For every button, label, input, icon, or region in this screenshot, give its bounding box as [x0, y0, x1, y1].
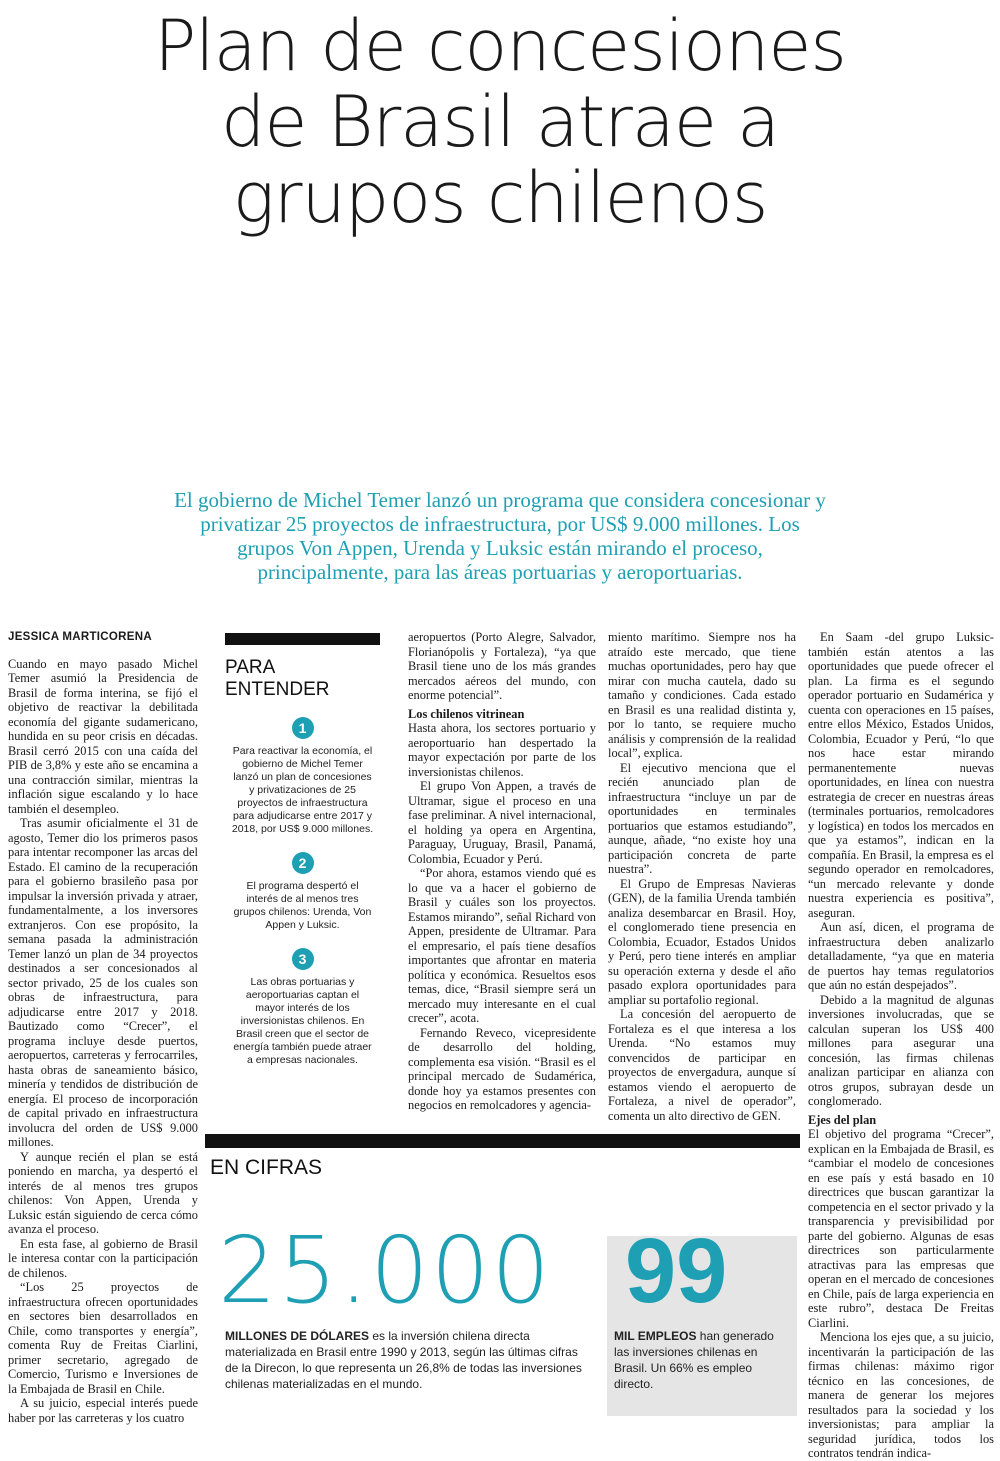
number-badge: 3 [292, 948, 314, 970]
figure-label: MIL EMPLEOS [614, 1329, 697, 1343]
paragraph: “Por ahora, estamos viendo qué es lo que va a hacer el gobierno de Brasil y cuáles son los proyectos. Estamos mirando”, señal Richard von Appen, presidente de Ultramar. Para el empresario, el país tiene desafíos importantes que afrontar en materia política y económica. Resueltos esos temas, dice, “Brasil siempre será un mercado muy interesante en el cual crecer”, acota. [408, 866, 596, 1025]
paragraph: El grupo Von Appen, a través de Ultramar, sigue el proceso en una fase preliminar. A nivel internacional, el holding ya opera en Argentina, Paraguay, Uruguay, Brasil, Panamá, Colombia, Ecuador y Perú. [408, 779, 596, 866]
figure-text: es la inversión chilena directa materializada en Brasil entre 1990 y 2013, según las últimas cifras de la Direcon, lo que representa un 26,8% de todas las inversiones chilenas materializadas en el mundo. [225, 1329, 582, 1391]
sidebar-item [225, 717, 380, 836]
paragraph: En Saam -del grupo Luksic- también están atentos a las oportunidades que puede ofrecer el plan. La firma es el segundo operador portuario en Sudamérica y cuenta con operaciones en 15 países, entre ellos México, Estados Unidos, Colombia, Ecuador y Perú, “lo que nos hace estar mirando permanentemente nuevas oportunidades, en línea con nuestra estrategia de crecer en nuestras áreas (terminales portuarios, remolcadores y logística) en todos los mercados en que ya estamos”, indican en la compañía. En Brasil, la empresa es el segundo operador en remolcadores, “un mercado relevante y donde nuestra experiencia es positiva”, aseguran. [808, 630, 994, 920]
paragraph: miento marítimo. Siempre nos ha atraído este mercado, que tiene muchas oportunidades, pero hay que mirar con mucha cautela, dado su tamaño y condiciones. Cada estado en Brasil es una realidad distinta y, por lo tanto, se requiere mucho análisis y comprensión de la realidad local”, explica. [608, 630, 796, 760]
sidebar-item-text: El programa despertó el interés de al menos tres grupos chilenos: Urenda, Von Appen y Luksic. [233, 880, 372, 931]
figure-jobs-caption [614, 1328, 789, 1392]
paragraph: Hasta ahora, los sectores portuario y aeroportuario han despertado la mayor expectación por parte de los inversionistas chilenos. [408, 721, 596, 779]
paragraph: A su juicio, especial interés puede haber por las carreteras y los cuatro [8, 1396, 198, 1425]
byline: JESSICA MARTICORENA [8, 631, 152, 643]
paragraph: aeropuertos (Porto Alegre, Salvador, Florianópolis y Fortaleza), “ya que Brasil tiene uno de los más grandes mercados aéreos del mundo, con enorme potencial”. [408, 630, 596, 702]
number-badge: 1 [292, 717, 314, 739]
paragraph: “Los 25 proyectos de infraestructura ofrecen oportunidades en sectores bien desarrollados en Chile, como transportes y energía”, comenta Ruy de Freitas Ciarlini, primer secretario, agregado de Comercio, Turismo e Inversiones de la Embajada de Brasil en Chile. [8, 1280, 198, 1396]
paragraph: El Grupo de Empresas Navieras (GEN), de la familia Urenda también analiza desembarcar en Brasil. Hoy, el conglomerado tiene presencia en Colombia, Ecuador, Estados Unidos y Perú, pero tiene interés en ampliar su operación externa y desde el año pasado explora oportunidades para ampliar su portafolio regional. [608, 876, 796, 1007]
para-entender-sidebar [225, 633, 380, 1066]
article-column-5 [808, 630, 994, 1460]
article-column-1 [8, 630, 198, 1425]
sidebar-item [225, 852, 380, 932]
article-column-3 [408, 630, 596, 1120]
figure-investment-caption [225, 1328, 583, 1392]
paragraph: Debido a la magnitud de algunas inversiones involucradas, que se calculan superan los US$ 400 millones para asegurar una concesión, las firmas chilenas analizan participar en alianza con otros grupos, subrayan desde un conglomerado. [808, 992, 994, 1108]
paragraph: La concesión del aeropuerto de Fortaleza es el que interesa a los Urenda. “No estamos muy convencidos de participar en proyectos de envergadura, aunque sí estamos viendo el aeropuerto de Fortaleza, a nivel de operador”, comenta un alto directivo de GEN. [608, 1007, 796, 1123]
headline-line-3: grupos chilenos [232, 157, 768, 239]
subheading: Ejes del plan [808, 1112, 877, 1127]
deck-summary: El gobierno de Michel Temer lanzó un programa que considera concesionar y privatizar 25 proyectos de infraestructura, por US$ 9.000 millones. Los grupos Von Appen, Urenda y Luksic están mirando el proceso, principalmente, para las áreas portuarias y aeroportuarias. [174, 488, 826, 584]
cifras-top-bar [205, 1134, 800, 1148]
figure-text: han generado las inversiones chilenas en Brasil. Un 66% es empleo directo. [614, 1329, 774, 1391]
paragraph: En esta fase, al gobierno de Brasil le interesa contar con la participación de chilenos. [8, 1236, 198, 1280]
paragraph: Fernando Reveco, vicepresidente de desarrollo del holding, complementa esa visión. “Brasil es el principal mercado de Sudamérica, donde hoy ya estamos presentes con negocios en remolcadores y agencia- [408, 1025, 596, 1112]
paragraph: El objetivo del programa “Crecer”, explican en la Embajada de Brasil, es “cambiar el modelo de concesiones en ese país y está basado en 10 directrices que buscan garantizar la competencia en el sector privado y la transparencia y previsibilidad por parte del gobierno. Algunas de esas directrices son particularmente atractivas para las empresas que operan en el mercado de concesiones en Chile, país de larga experiencia en este rubro”, destaca De Freitas Ciarlini. [808, 1127, 994, 1330]
paragraph: El ejecutivo menciona que el recién anunciado plan de infraestructura “incluye un par de oportunidades en terminales portuarios que estamos estudiando”, aunque, añade, “no existe hoy una participación concreta de parte nuestra”. [608, 760, 796, 876]
sidebar-item-text: Las obras portuarias y aeroportuarias captan el mayor interés de los inversionistas chilenos. En Brasil creen que el sector de energía también puede atraer a empresas nacionales. [233, 976, 372, 1066]
figure-jobs-value: 99 [625, 1220, 728, 1322]
headline [0, 5, 1000, 239]
sidebar-top-bar [225, 633, 380, 645]
figure-investment-value: 25.000 [218, 1217, 552, 1324]
headline-line-2: de Brasil atrae a [220, 81, 780, 163]
sidebar-item [225, 948, 380, 1067]
sidebar-item-text: Para reactivar la economía, el gobierno de Michel Temer lanzó un plan de concesiones y privatizaciones de 25 proyectos de infraestructura para adjudicarse entre 2017 y 2018, por US$ 9.000 millones. [231, 745, 374, 835]
number-badge: 2 [292, 852, 314, 874]
subheading: Los chilenos vitrinean [408, 706, 525, 721]
paragraph: Aun así, dicen, el programa de infraestructura deben analizarlo detalladamente, “ya que en materia de puertos hay temas regulatorios que aún no están despejados”. [808, 920, 994, 992]
paragraph: Tras asumir oficialmente el 31 de agosto, Temer dio los primeros pasos para intentar recomponer las arcas del Estado. El camino de la recuperación para el gobierno brasileño pasa por impulsar la inversión privada y atraer, fundamentalmente, a los inversores extranjeros. Con ese propósito, la semana pasada la administración Temer lanzó un plan de 34 proyectos destinados a ser concesionados al sector privado, 25 de los cuales son obras de infraestructura, para adjudicarse entre 2017 y 2018. Bautizado como “Crecer”, el programa incluye desde puertos, aeropuertos, carreteras y ferrocarriles, hasta obras de saneamiento básico, minería y tendidos de distribución de energía. El proceso de incorporación de capital privado en infraestructura involucra del orden de US$ 9.000 millones. [8, 816, 198, 1149]
paragraph: Cuando en mayo pasado Michel Temer asumió la Presidencia de Brasil de forma interina, se fijó el objetivo de reactivar la debilitada economía del gigante sudamericano, hundida en su peor crisis en décadas. Brasil cerró 2015 con una caída del PIB de 3,8% y este año se encamina a una contracción similar, mientras la inflación sigue escalando y lo hace también el desempleo. [8, 656, 198, 816]
figure-label: MILLONES DE DÓLARES [225, 1329, 370, 1343]
headline-line-1: Plan de concesiones [154, 5, 846, 87]
cifras-title: EN CIFRAS [210, 1156, 323, 1179]
sidebar-title: PARA ENTENDER [225, 657, 330, 700]
paragraph: Y aunque recién el plan se está poniendo en marcha, ya despertó el interés de al menos tres grupos chilenos: Von Appen, Urenda y Luksic están siguiendo de cerca cómo avanza el proceso. [8, 1149, 198, 1236]
article-column-4 [608, 630, 796, 1123]
paragraph: Menciona los ejes que, a su juicio, incentivarán la participación de las firmas chilenas: máximo rigor técnico en las concesiones, de manera de generar los mejores resultados para la sociedad y los inversionistas; para ampliar la seguridad jurídica, todos los contratos tendrán indica- [808, 1330, 994, 1460]
